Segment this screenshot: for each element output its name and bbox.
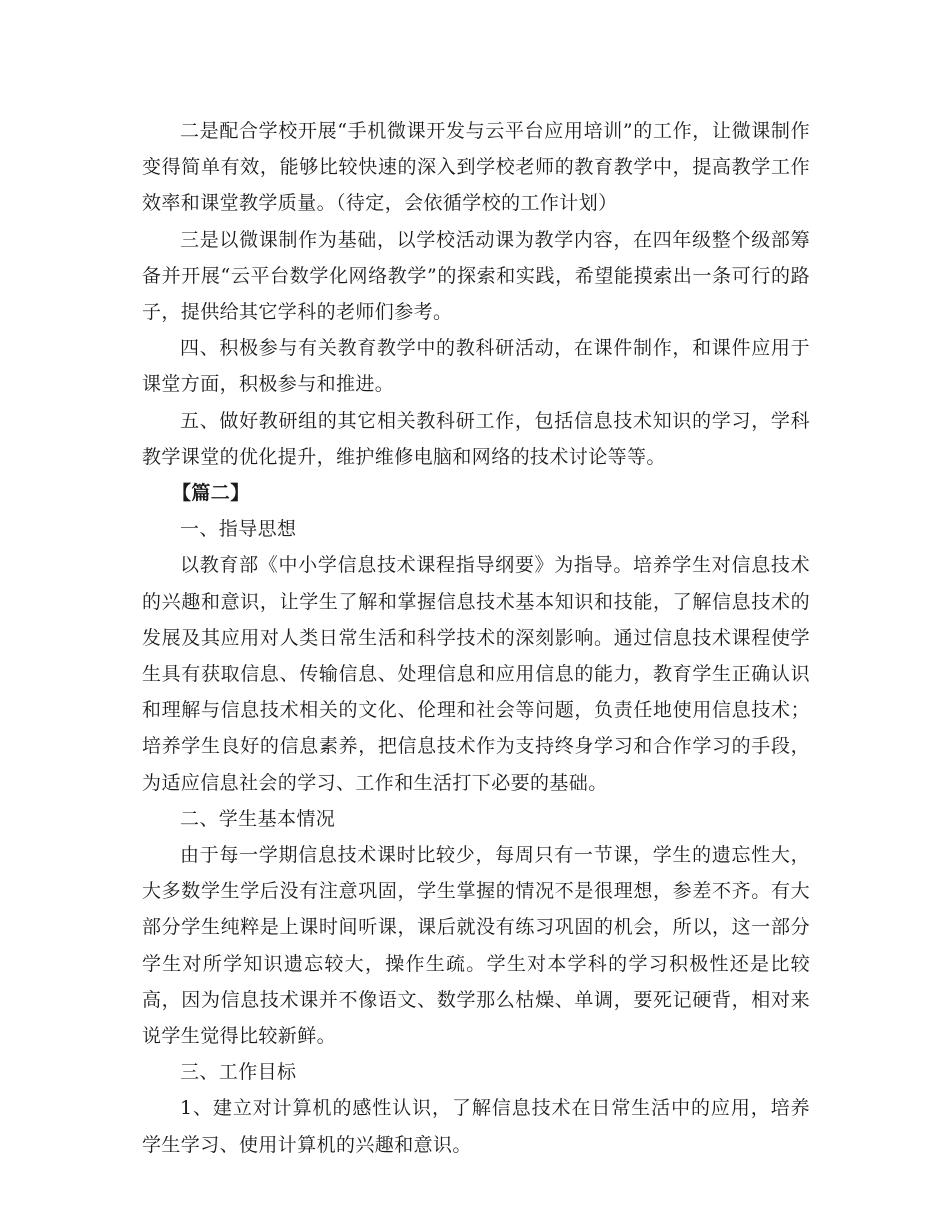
paragraph-guiding: 以教育部《中小学信息技术课程指导纲要》为指导。培养学生对信息技术的兴趣和意识，让学生了解和掌握信息技术基本知识和技能，了解信息技术的发展及其应用对人类日常生活和科学技术的深刻影响。通过信息技术课程使学生具有获取信息、传输信息、处理信息和应用信息的能力，教育学生正确认识和理解与信息技术相关的文化、伦理和社会等问题，负责任地使用信息技术；培养学生良好的信息素养，把信息技术作为支持终身学习和合作学习的手段，为适应信息社会的学习、工作和生活打下必要的基础。: [142, 554, 810, 794]
paragraph-item-4: 四、积极参与有关教育教学中的教科研活动，在课件制作，和课件应用于课堂方面，积极参与和推进。: [142, 337, 810, 396]
paragraph-students: 由于每一学期信息技术课时比较少，每周只有一节课，学生的遗忘性大，大多数学生学后没有注意巩固，学生掌握的情况不是很理想，参差不齐。有大部分学生纯粹是上课时间听课，课后就没有练习巩固的机会，所以，这一部分学生对所学知识遗忘较大，操作生疏。学生对本学科的学习积极性还是比较高，因为信息技术课并不像语文、数学那么枯燥、单调，要死记硬背，相对来说学生觉得比较新鲜。: [142, 844, 810, 1048]
paragraph-item-2: 二是配合学校开展“手机微课开发与云平台应用培训”的工作，让微课制作变得简单有效，能够比较快速的深入到学校老师的教育教学中，提高教学工作效率和课堂教学质量。（待定，会依循学校的工作计划）: [142, 120, 810, 215]
section-mark: 【篇二】: [172, 482, 250, 505]
paragraph-item-5: 五、做好教研组的其它相关教科研工作，包括信息技术知识的学习，学科教学课堂的优化提升，维护维修电脑和网络的技术讨论等等。: [142, 409, 810, 468]
paragraph-item-3: 三是以微课制作为基础，以学校活动课为教学内容，在四年级整个级部筹备并开展“云平台数学化网络教学”的探索和实践，希望能摸索出一条可行的路子，提供给其它学科的老师们参考。: [142, 228, 810, 324]
section-heading-goals: 三、工作目标: [180, 1061, 297, 1084]
paragraph-goal-1: 1、建立对计算机的感性认识，了解信息技术在日常生活中的应用，培养学生学习、使用计算机的兴趣和意识。: [142, 1097, 810, 1156]
section-heading-students: 二、学生基本情况: [180, 807, 336, 830]
section-heading-guiding: 一、指导思想: [180, 518, 297, 541]
document-body: [142, 113, 810, 1163]
